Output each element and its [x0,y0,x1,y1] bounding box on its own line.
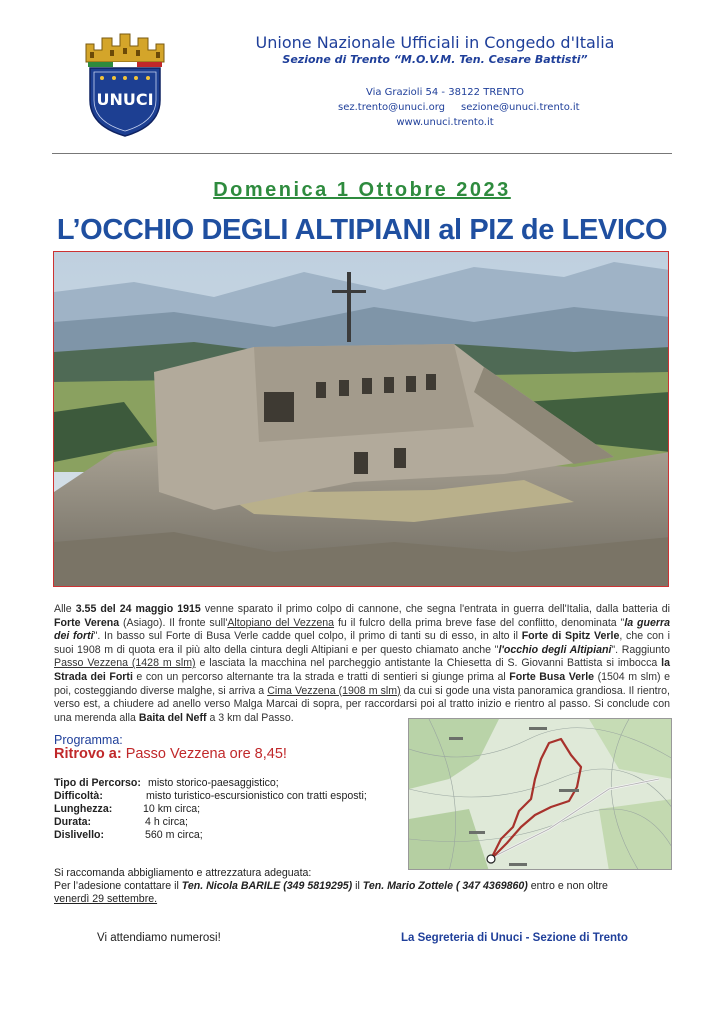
recommendation-line: Si raccomanda abbigliamento e attrezzatura adeguata: [54,867,312,879]
desc-busa-verle: Forte Busa Verle [509,670,595,683]
desc-text: , che con i suoi 1908 m di quota era il più alto della cintura degli Altipiani e per questo chiamato anche " [54,630,670,656]
meeting-value: Passo Vezzena ore 8,45! [121,746,287,762]
email-link-1[interactable]: sez.trento@unuci.org [338,102,446,113]
section-name: Sezione di Trento “M.O.V.M. Ten. Cesare Battisti” [282,53,588,66]
desc-cima-vezzena: Cima Vezzena (1908 m slm) [267,684,401,697]
desc-text: da cui si gode una vista panoramica grandiosa. Il rientro, verso est, a chiudere ad anello verso Malga Marcai di sopra, per raccordarsi poi al tratto inizio e rientro al passo. Si conclude con una merenda alla [54,684,670,724]
unuci-logo [80,30,170,140]
website-link[interactable]: www.unuci.trento.it [396,117,494,128]
contact-text: il [352,880,363,892]
desc-spitz-verle: Forte di Spitz Verle [521,630,620,643]
contact-barile: Ten. Nicola BARILE (349 5819295) [181,880,353,892]
event-title: L’OCCHIO DEGLI ALTIPIANI al PIZ de LEVICO [56,214,668,246]
route-map [408,718,672,870]
event-date [0,179,724,202]
detail-value: misto turistico-escursionistico con tratti esposti; [146,790,367,802]
desc-text: a 3 km dal Passo. [206,711,294,724]
closing-text: Vi attendiamo numerosi! [97,932,221,944]
desc-text: ". In basso sul Forte di Busa Verle cadde quel colpo, il primo di tanti su di esso, in alto il [93,630,522,643]
deadline: venerdì 29 settembre. [54,893,158,905]
desc-text: e lasciata la macchina nel parcheggio antistante la Chiesetta di S. Giovanni Battista si imbocca [195,657,662,670]
desc-forte-verena: Forte Verena [54,616,120,629]
contact-zottele: Ten. Mario Zottele ( 347 4369860) [362,880,528,892]
detail-value: 10 km circa; [143,803,201,815]
desc-text: e con un percorso alternante tra la strada e tratti di sentieri si giunge prima al [132,670,510,683]
detail-label: Tipo di Percorso: [54,777,141,789]
emails [330,100,580,115]
detail-value: 4 h circa; [145,816,188,828]
signature: La Segreteria di Unuci - Sezione di Trento [401,932,628,944]
detail-value: 560 m circa; [145,829,203,841]
desc-guerra-forti: la guerra dei forti [54,616,670,643]
detail-label: Difficoltà: [54,790,103,802]
desc-baita-neff: Baita del Neff [138,711,207,724]
desc-altopiano-link: Altopiano del Vezzena [227,616,335,629]
desc-text: (Asiago). Il fronte sull' [119,616,228,629]
header-divider [52,153,672,154]
desc-text: Alle [54,603,76,615]
desc-text: venne sparato il primo colpo di cannone, che segna l'entrata in guerra dell'Italia, dalla batteria di [200,603,671,615]
desc-text: ". Raggiunto [611,643,670,656]
recommendations [54,867,674,906]
contact-text: Per l’adesione contattare il [54,880,182,892]
contact-block [330,85,580,130]
desc-occhio: l'occhio degli Altipiani [498,643,612,656]
contact-line [54,880,674,893]
meeting-label: Ritrovo a: [54,746,122,762]
contact-text: entro e non oltre [527,880,608,892]
detail-label: Dislivello: [54,829,105,841]
desc-text: fu il fulcro della prima breve fase del conflitto, denominata " [334,616,625,629]
desc-text: (1504 m slm) e poi, costeggiando diverse malghe, si arriva a [54,670,671,697]
logo-text: UNUCI [96,90,154,109]
description-paragraph [54,603,670,725]
detail-value: misto storico-paesaggistico; [148,777,279,789]
fort-photo [53,251,669,587]
desc-date-bold: 3.55 del 24 maggio 1915 [75,603,201,615]
program-label: Programma: [54,733,123,747]
detail-label: Lunghezza: [54,803,113,815]
desc-passo-vezzena: Passo Vezzena (1428 m slm) [54,657,196,670]
detail-label: Durata: [54,816,92,828]
desc-strada-forti: la Strada dei Forti [54,657,670,683]
org-name: Unione Nazionale Ufficiali in Congedo d'Italia [255,33,615,52]
email-link-2[interactable]: sezione@unuci.trento.it [461,102,580,113]
event-date-text: Domenica 1 Ottobre 2023 [213,179,511,201]
address: Via Grazioli 54 - 38122 TRENTO [365,87,525,98]
meeting-point [54,746,287,762]
